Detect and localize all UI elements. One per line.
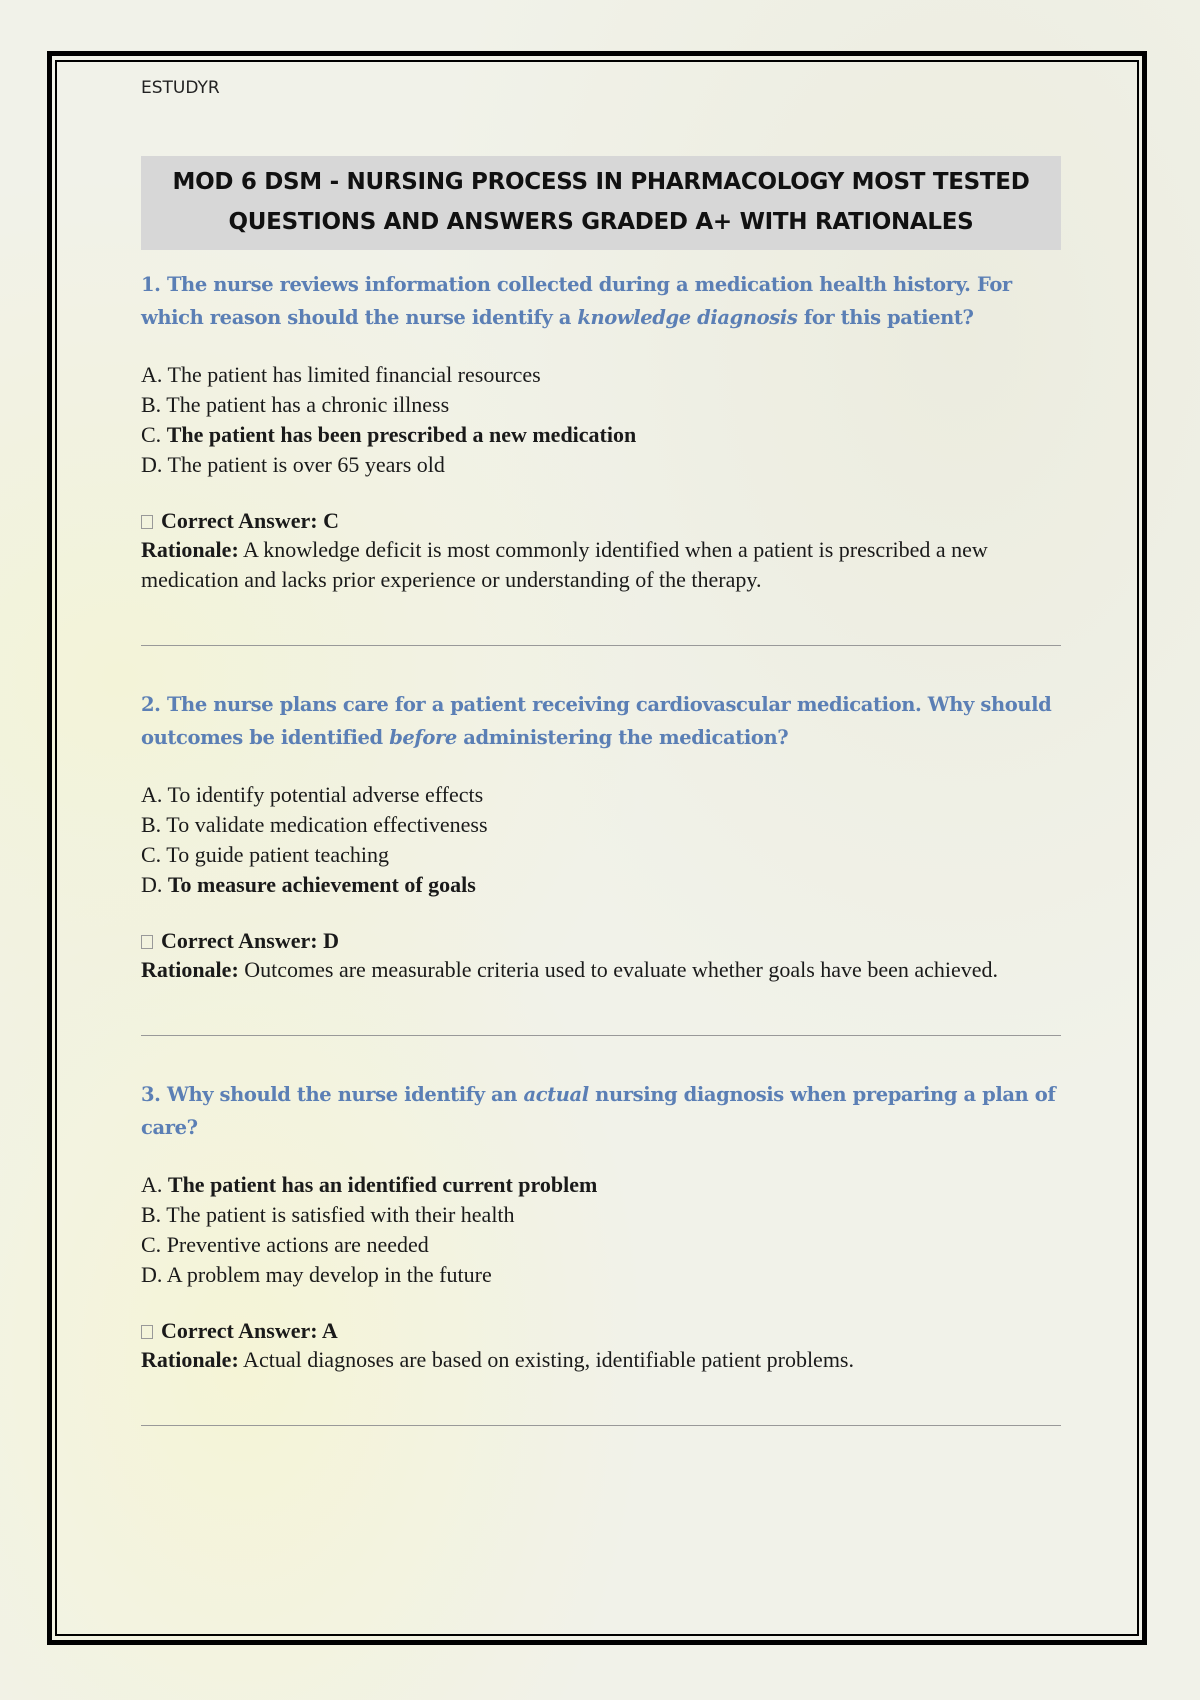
option-text: The patient has been prescribed a new medication — [166, 422, 637, 447]
document-title — [141, 156, 1061, 250]
option-d — [141, 1260, 1061, 1290]
question-text — [141, 688, 1061, 754]
option-letter: D. — [141, 872, 163, 897]
option-text: Preventive actions are needed — [166, 1232, 429, 1257]
question-text — [141, 268, 1061, 334]
option-c — [141, 1230, 1061, 1260]
option-letter: A. — [141, 782, 163, 807]
question-text-part: 2. The nurse plans care for a patient receiving cardiovascular medication. Why should outcomes be identified — [141, 693, 1052, 749]
option-text: To guide patient teaching — [166, 842, 389, 867]
rationale — [141, 1345, 1061, 1375]
rationale-label: Rationale: — [141, 1347, 239, 1372]
option-c — [141, 840, 1061, 870]
option-text: The patient has limited financial resources — [167, 362, 541, 387]
option-letter: C. — [141, 422, 162, 447]
option-d — [141, 870, 1061, 900]
option-c — [141, 420, 1061, 450]
question-text-part: for this patient? — [797, 306, 974, 329]
option-text: The patient has a chronic illness — [166, 392, 450, 417]
answer-options — [141, 780, 1061, 900]
rationale — [141, 535, 1061, 595]
question-block-1 — [141, 268, 1061, 646]
question-emphasis: knowledge diagnosis — [577, 306, 798, 329]
option-text: To identify potential adverse effects — [167, 782, 484, 807]
option-letter: D. — [141, 1262, 163, 1287]
correct-answer — [141, 506, 1061, 535]
rationale — [141, 955, 1061, 985]
question-text-part: 3. Why should the nurse identify an — [141, 1083, 524, 1106]
option-a — [141, 1170, 1061, 1200]
checkbox-glyph-icon — [141, 515, 153, 529]
option-text: To measure achievement of goals — [167, 872, 476, 897]
question-block-3 — [141, 1078, 1061, 1426]
rationale-text: A knowledge deficit is most commonly identified when a patient is prescribed a new medication and lacks prior experience or understanding of the therapy. — [141, 537, 988, 592]
question-emphasis: before — [389, 726, 457, 749]
option-b — [141, 390, 1061, 420]
option-a — [141, 360, 1061, 390]
correct-answer-text: Correct Answer: A — [161, 1318, 338, 1343]
brand-label: ESTUDYR — [141, 78, 220, 98]
section-divider — [141, 1425, 1061, 1426]
option-letter: B. — [141, 812, 162, 837]
option-d — [141, 450, 1061, 480]
correct-answer — [141, 1316, 1061, 1345]
question-text-part: nursing diagnosis when preparing a plan of care? — [141, 1083, 1056, 1139]
title-line-1: MOD 6 DSM - NURSING PROCESS IN PHARMACOLOGY MOST TESTED — [172, 169, 1030, 195]
document-content — [141, 78, 1061, 1468]
checkbox-glyph-icon — [141, 1325, 153, 1339]
correct-answer — [141, 926, 1061, 955]
option-a — [141, 780, 1061, 810]
option-text: The patient is over 65 years old — [167, 452, 445, 477]
option-text: The patient has an identified current problem — [167, 1172, 598, 1197]
option-letter: B. — [141, 392, 162, 417]
option-letter: B. — [141, 1202, 162, 1227]
correct-answer-text: Correct Answer: D — [161, 928, 339, 953]
question-emphasis: actual — [523, 1083, 589, 1106]
section-divider — [141, 645, 1061, 646]
question-text — [141, 1078, 1061, 1144]
option-b — [141, 1200, 1061, 1230]
option-b — [141, 810, 1061, 840]
option-letter: C. — [141, 1232, 162, 1257]
option-letter: A. — [141, 1172, 163, 1197]
title-line-2: QUESTIONS AND ANSWERS GRADED A+ WITH RATIONALES — [228, 209, 974, 235]
option-text: To validate medication effectiveness — [166, 812, 488, 837]
checkbox-glyph-icon — [141, 935, 153, 949]
question-text-part: administering the medication? — [456, 726, 789, 749]
option-text: The patient is satisfied with their health — [166, 1202, 515, 1227]
answer-options — [141, 1170, 1061, 1290]
rationale-text: Actual diagnoses are based on existing, identifiable patient problems. — [238, 1347, 854, 1372]
rationale-label: Rationale: — [141, 537, 239, 562]
answer-options — [141, 360, 1061, 480]
question-text-part: 1. The nurse reviews information collected during a medication health history. For which reason should the nurse identify a — [141, 273, 1012, 329]
option-letter: D. — [141, 452, 163, 477]
question-block-2 — [141, 688, 1061, 1036]
option-letter: A. — [141, 362, 163, 387]
option-text: A problem may develop in the future — [166, 1262, 492, 1287]
correct-answer-text: Correct Answer: C — [161, 508, 339, 533]
rationale-text: Outcomes are measurable criteria used to evaluate whether goals have been achieved. — [238, 957, 999, 982]
rationale-label: Rationale: — [141, 957, 239, 982]
section-divider — [141, 1035, 1061, 1036]
option-letter: C. — [141, 842, 162, 867]
